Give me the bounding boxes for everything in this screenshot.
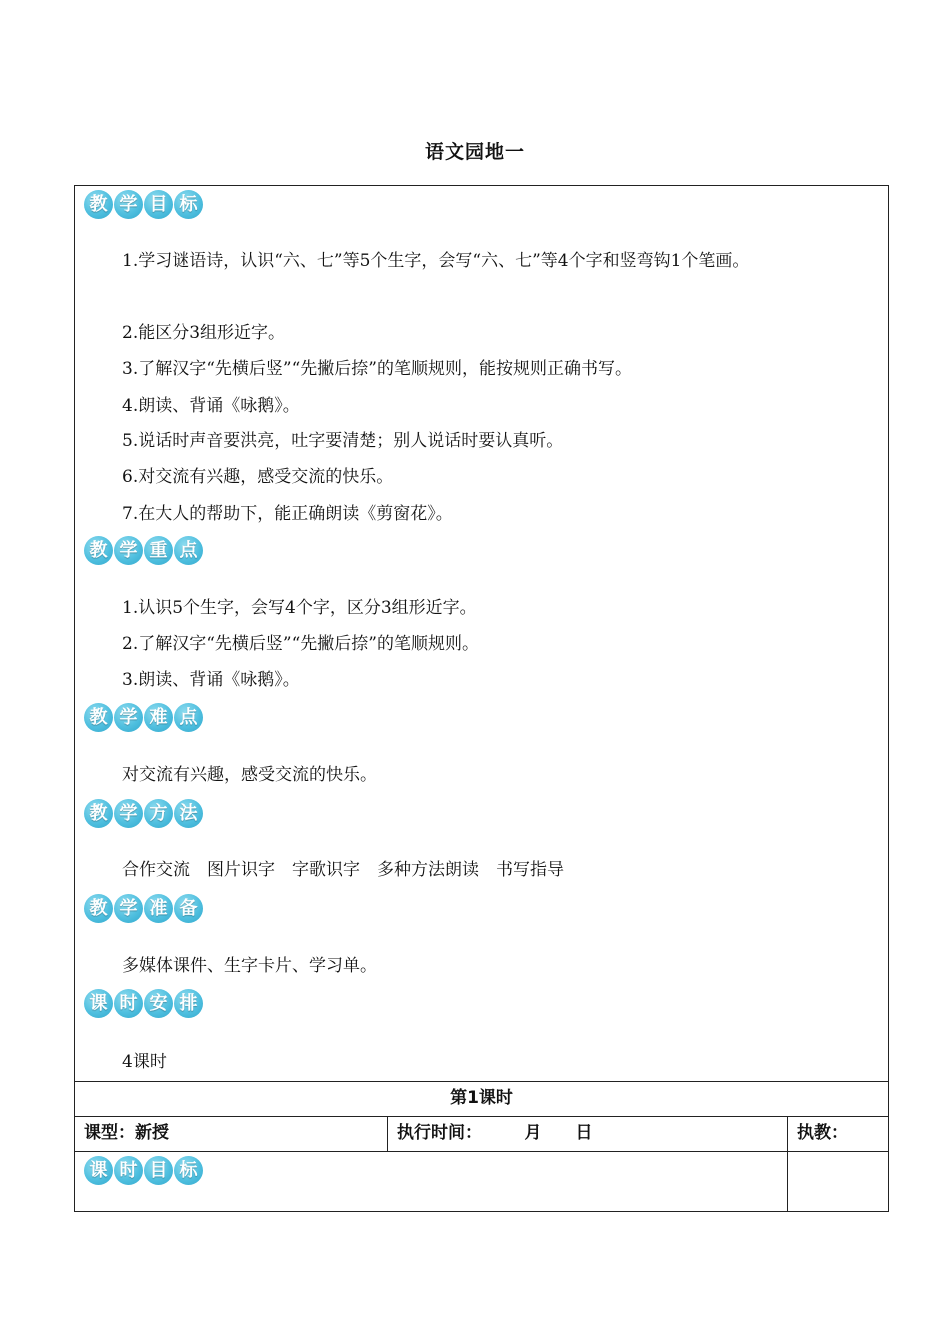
badge-char: 学	[114, 190, 143, 219]
method-item: 合作交流 图片识字 字歌识字 多种方法朗读 书写指导	[122, 860, 564, 880]
badge-char: 标	[174, 190, 203, 219]
goal-item: 5.说话时声音要洪亮，吐字要清楚；别人说话时要认真听。	[122, 431, 564, 451]
badge-char: 备	[174, 894, 203, 923]
badge-char: 教	[84, 703, 113, 732]
badge-char: 难	[144, 703, 173, 732]
badge-char: 时	[114, 989, 143, 1018]
badge-char: 方	[144, 799, 173, 828]
section-badge-preparation	[84, 894, 203, 923]
badge-char: 标	[174, 1156, 203, 1185]
badge-char: 目	[144, 1156, 173, 1185]
teacher-label: 执教：	[797, 1123, 848, 1143]
lesson-heading: 第1课时	[450, 1088, 513, 1108]
badge-char: 学	[114, 894, 143, 923]
preparation-item: 多媒体课件、生字卡片、学习单。	[122, 956, 377, 976]
table-divider	[387, 1116, 388, 1151]
section-badge-key-points	[84, 536, 203, 565]
badge-char: 点	[174, 703, 203, 732]
badge-char: 排	[174, 989, 203, 1018]
badge-char: 法	[174, 799, 203, 828]
badge-char: 课	[84, 1156, 113, 1185]
badge-char: 课	[84, 989, 113, 1018]
section-badge-methods	[84, 799, 203, 828]
badge-char: 点	[174, 536, 203, 565]
goal-item: 4.朗读、背诵《咏鹅》。	[122, 396, 300, 416]
key-point-item: 1.认识5个生字，会写4个字，区分3组形近字。	[122, 598, 477, 618]
table-divider	[787, 1116, 788, 1212]
execution-time: 执行时间： 月 日	[397, 1123, 593, 1143]
difficulty-item: 对交流有兴趣，感受交流的快乐。	[122, 765, 377, 785]
schedule-item: 4课时	[122, 1052, 167, 1072]
badge-char: 准	[144, 894, 173, 923]
goal-item: 2.能区分3组形近字。	[122, 323, 286, 343]
section-badge-difficulties	[84, 703, 203, 732]
badge-char: 教	[84, 894, 113, 923]
table-divider	[74, 1081, 889, 1082]
section-badge-lesson-goals	[84, 1156, 203, 1185]
section-badge-teaching-goals	[84, 190, 203, 219]
badge-char: 教	[84, 190, 113, 219]
table-divider	[74, 1151, 889, 1152]
goal-item: 1.学习谜语诗，认识“六、七”等5个生字，会写“六、七”等4个字和竖弯钩1个笔画。	[122, 251, 750, 271]
section-badge-schedule	[84, 989, 203, 1018]
goal-item: 6.对交流有兴趣，感受交流的快乐。	[122, 467, 394, 487]
lesson-type: 课型：新授	[84, 1123, 169, 1143]
badge-char: 教	[84, 799, 113, 828]
badge-char: 学	[114, 703, 143, 732]
table-divider	[74, 1116, 889, 1117]
key-point-item: 2.了解汉字“先横后竖”“先撇后捺”的笔顺规则。	[122, 634, 479, 654]
badge-char: 安	[144, 989, 173, 1018]
document-title: 语文园地一	[424, 141, 525, 163]
badge-char: 学	[114, 536, 143, 565]
goal-item: 3.了解汉字“先横后竖”“先撇后捺”的笔顺规则，能按规则正确书写。	[122, 359, 632, 379]
badge-char: 教	[84, 536, 113, 565]
key-point-item: 3.朗读、背诵《咏鹅》。	[122, 670, 300, 690]
badge-char: 学	[114, 799, 143, 828]
badge-char: 重	[144, 536, 173, 565]
badge-char: 目	[144, 190, 173, 219]
badge-char: 时	[114, 1156, 143, 1185]
goal-item: 7.在大人的帮助下，能正确朗读《剪窗花》。	[122, 504, 453, 524]
